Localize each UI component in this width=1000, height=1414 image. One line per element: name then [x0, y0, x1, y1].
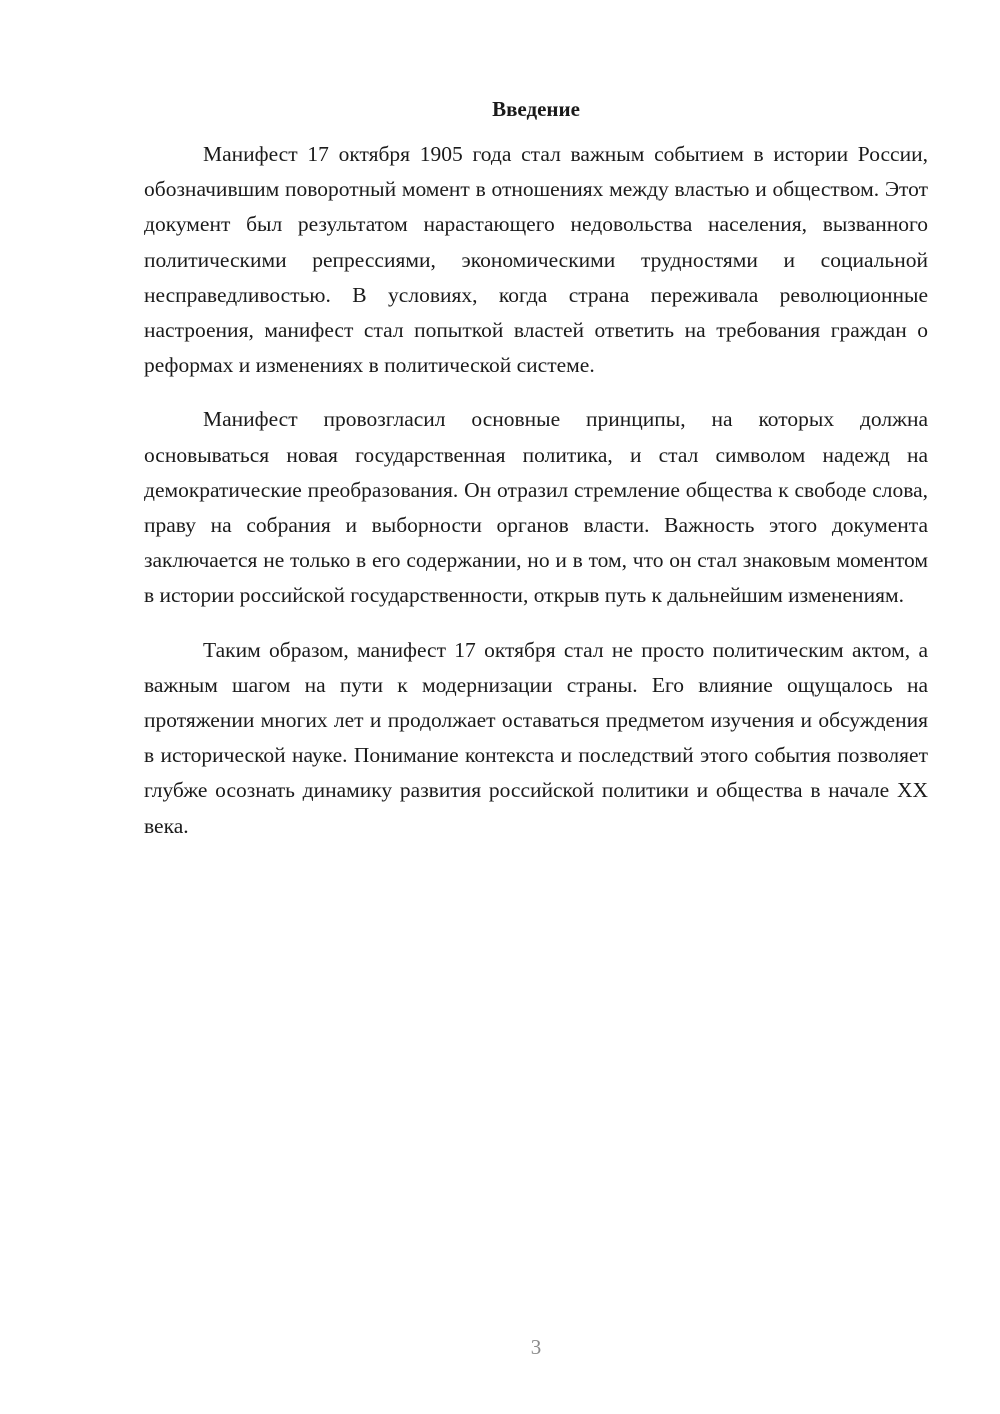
paragraph-2: Манифест провозгласил основные принципы, на которых должна основываться новая государственная политика, и стал символом надежд на демократические преобразования. Он отразил стремление общества к свободе слова, праву на собрания и выборности органов власти. Важность этого документа заключается не только в его содержании, но и в том, что он стал знаковым моментом в истории российской государственности, открыв путь к дальнейшим изменениям.: [144, 407, 928, 608]
paragraph-3: Таким образом, манифест 17 октября стал не просто политическим актом, а важным шагом на пути к модернизации страны. Его влияние ощущалось на протяжении многих лет и продолжает оставаться предметом изучения и обсуждения в исторической науке. Понимание контекста и последствий этого события позволяет глубже осознать динамику развития российской политики и общества в начале XX века.: [144, 637, 928, 838]
page-content: [144, 92, 928, 863]
section-heading: Введение: [492, 97, 580, 121]
page-number: 3: [530, 1335, 542, 1359]
paragraph-1: Манифест 17 октября 1905 года стал важным событием в истории России, обозначившим поворотный момент в отношениях между властью и обществом. Этот документ был результатом нарастающего недовольства населения, вызванного политическими репрессиями, экономическими трудностями и социальной несправедливостью. В условиях, когда страна переживала революционные настроения, манифест стал попыткой властей ответить на требования граждан о реформах и изменениях в политической системе.: [144, 142, 928, 378]
